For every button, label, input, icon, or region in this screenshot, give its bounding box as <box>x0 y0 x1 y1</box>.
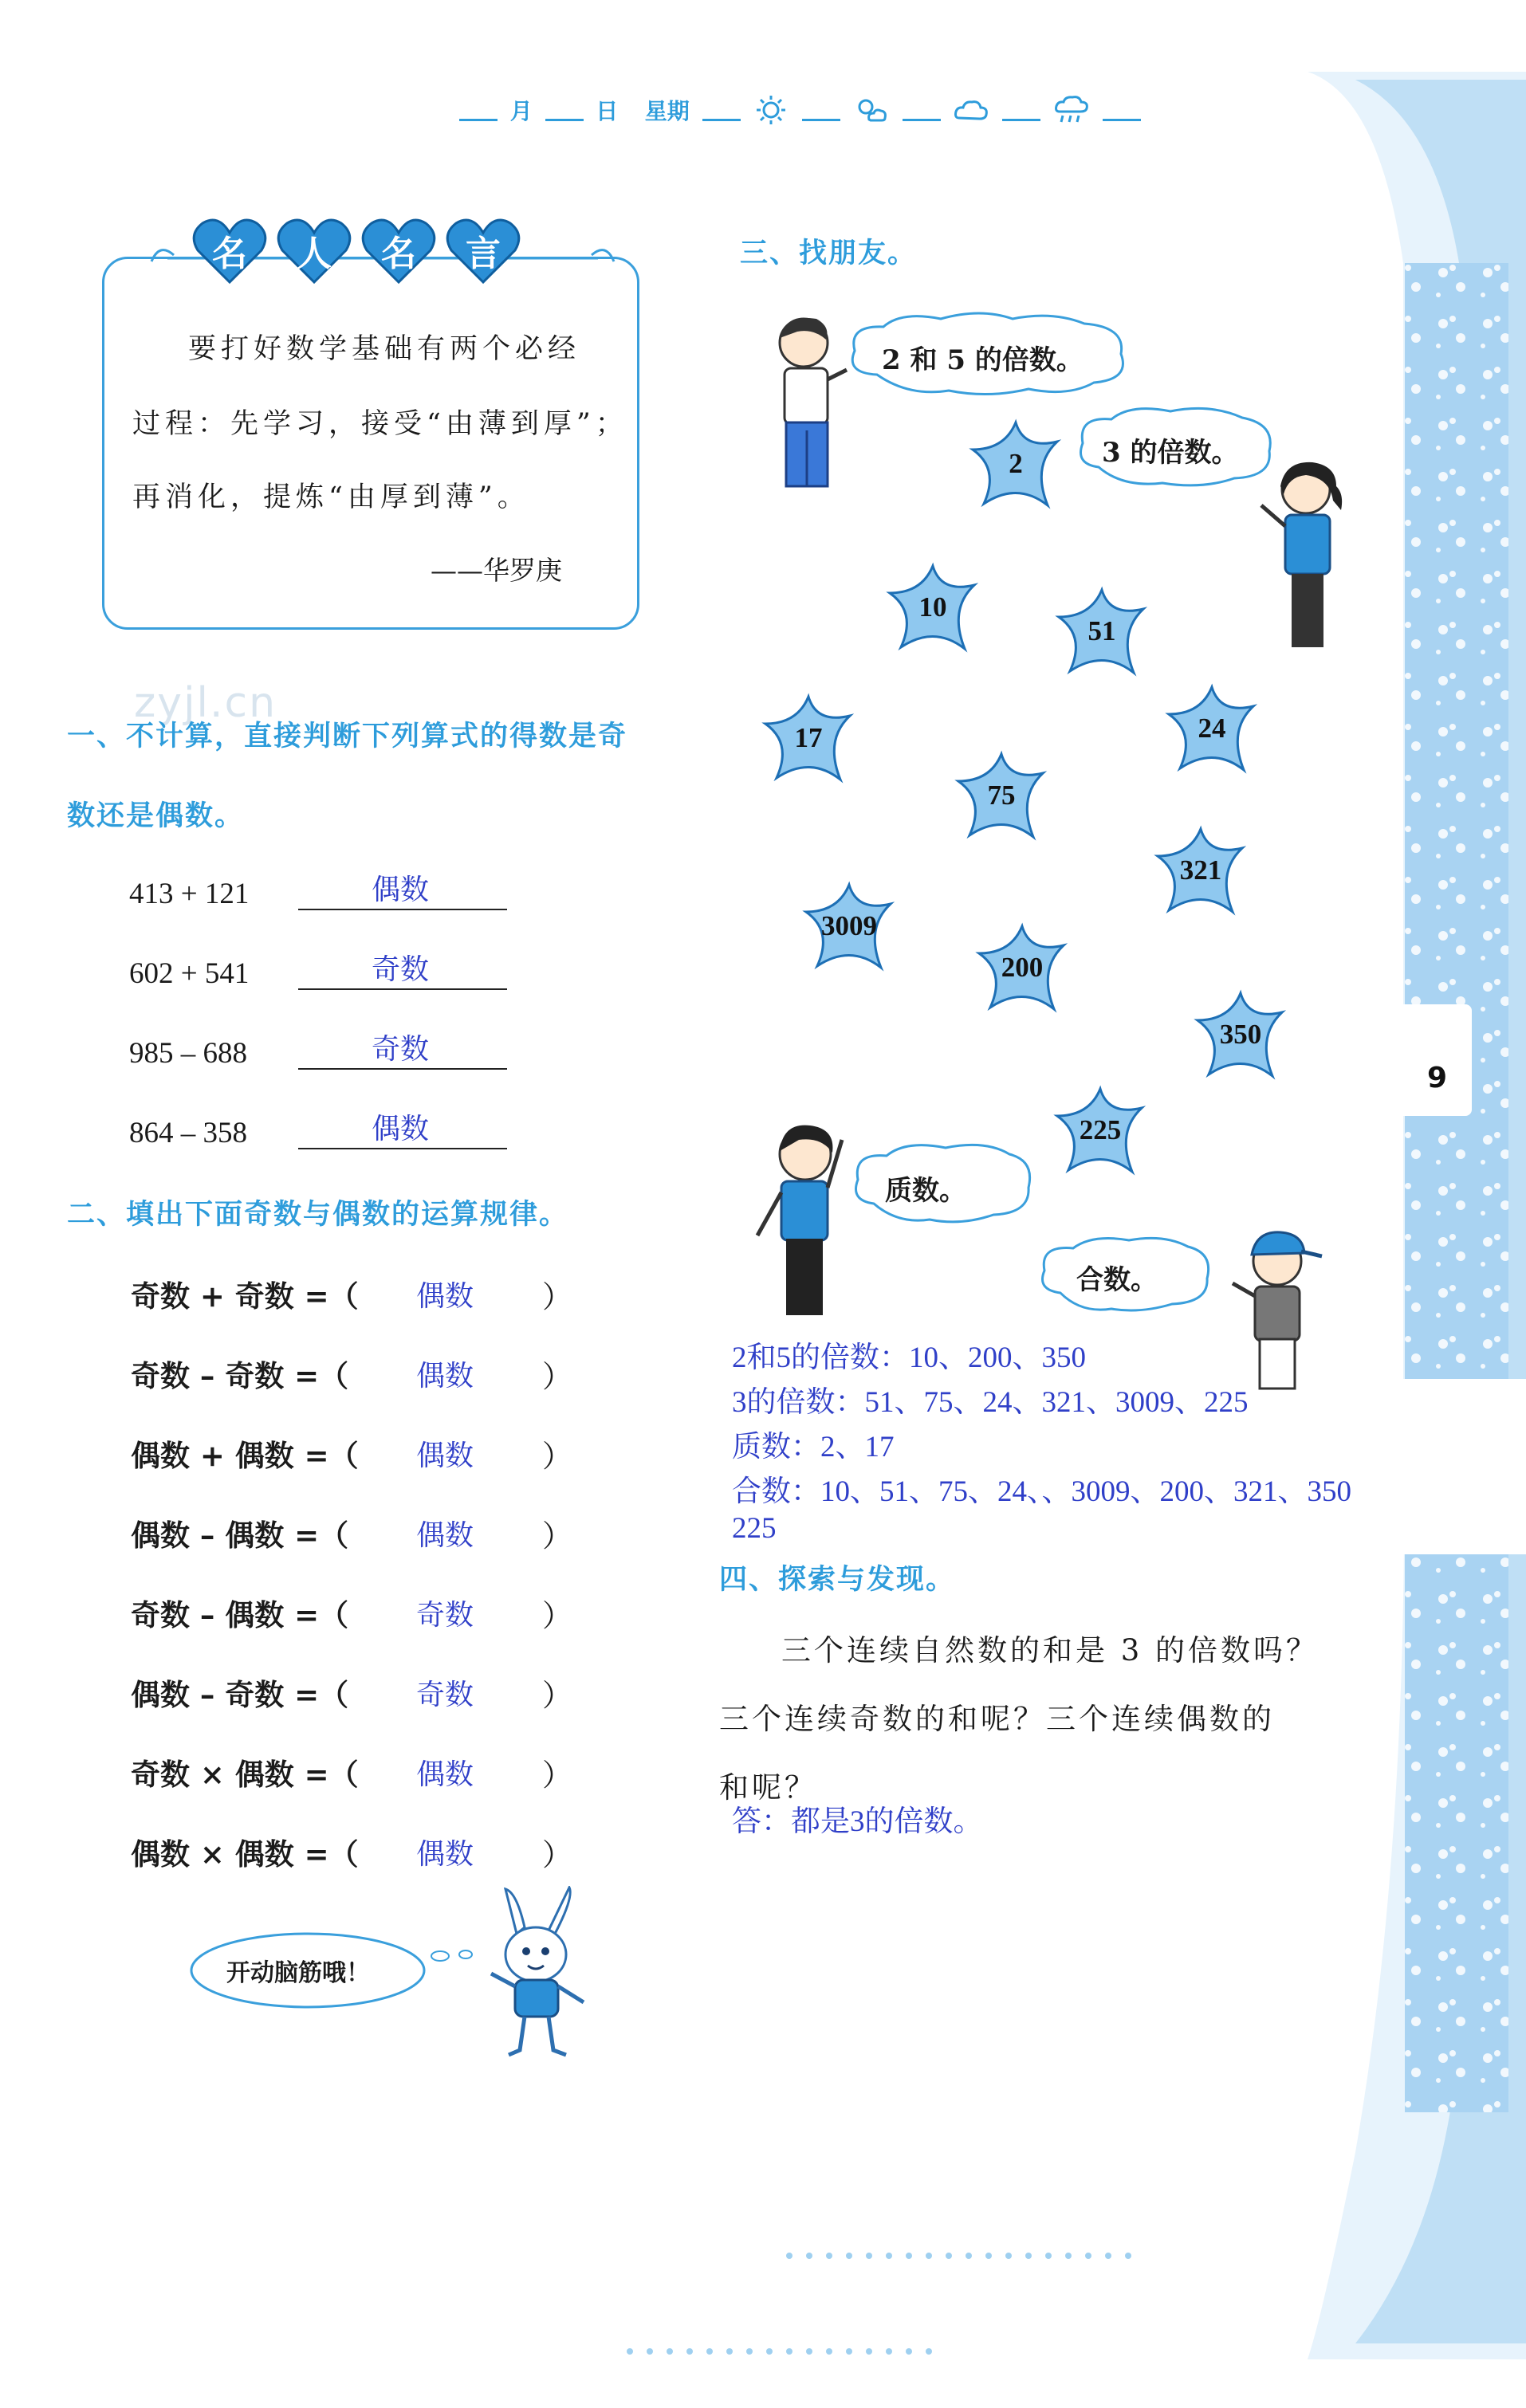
rule-close-paren: ） <box>542 1837 573 1872</box>
month-label: 月 <box>509 98 533 124</box>
handwritten-answer: 奇数 <box>372 953 430 986</box>
rule-close-paren: ） <box>542 1359 573 1394</box>
handwritten-answer: 偶数 <box>372 874 430 906</box>
part1-heading-line1: 一、不计算，直接判断下列算式的得数是奇 <box>67 721 628 752</box>
expression: 413 + 121 <box>129 878 250 910</box>
number-star[interactable] <box>1193 988 1288 1084</box>
bubble-text: 2 和 5 的倍数。 <box>882 344 1084 376</box>
number-star[interactable] <box>1052 1084 1148 1180</box>
rule-close-paren: ） <box>542 1518 573 1554</box>
thought-dots <box>431 1945 478 1964</box>
star-number: 321 <box>1179 854 1222 886</box>
handwritten-answer: 偶数 <box>372 1113 430 1145</box>
part4-answer: 答：都是3的倍数。 <box>732 1805 983 1838</box>
sunny-icon[interactable] <box>753 94 789 126</box>
number-star[interactable] <box>1164 682 1260 778</box>
handwritten-answer: 偶数 <box>416 1758 474 1791</box>
answer-multiples-2-5: 2和5的倍数：10、200、350 <box>732 1341 1086 1374</box>
number-star[interactable] <box>885 561 981 657</box>
part3-heading: 三、找朋友。 <box>740 238 918 269</box>
rule-close-paren: ） <box>542 1598 573 1633</box>
handwritten-answer: 偶数 <box>416 1838 474 1871</box>
boy-cap-figure-icon <box>1225 1220 1328 1395</box>
answer-composites-continued: 225 <box>732 1512 777 1545</box>
star-number: 10 <box>918 591 947 623</box>
weekday-label: 星期 <box>644 98 690 124</box>
number-star[interactable] <box>761 692 856 788</box>
quote-title-heart <box>191 217 268 285</box>
bubble-text: 合数。 <box>1076 1264 1158 1296</box>
rule-close-paren: ） <box>542 1279 573 1314</box>
boy-pointing-figure-icon <box>749 1116 853 1323</box>
number-star[interactable] <box>974 921 1070 1017</box>
rule-close-paren: ） <box>542 1678 573 1713</box>
weather-blank-2[interactable] <box>903 100 941 121</box>
number-star[interactable] <box>1153 824 1249 920</box>
bubble-multiple-3 <box>1075 403 1279 491</box>
bubble-text: 3 的倍数。 <box>1102 437 1239 469</box>
quote-title-heart <box>276 217 352 285</box>
quote-line: 要打好数学基础有两个必经 <box>188 333 581 365</box>
watermark: zyjl.cn <box>134 679 277 727</box>
handwritten-answer: 奇数 <box>416 1599 474 1632</box>
bubble-composite <box>1036 1234 1212 1314</box>
quote-title-heart <box>360 217 437 285</box>
part4-heading: 四、探索与发现。 <box>719 1564 956 1596</box>
mascot-speech-bubble <box>188 1929 435 2012</box>
answer-composites: 合数：10、51、75、24、、3009、200、321、350 <box>732 1475 1351 1508</box>
part4-question-line: 三个连续奇数的和呢？三个连续偶数的 <box>719 1702 1275 1736</box>
rule-left: 偶数 + 偶数 =（ <box>131 1438 359 1473</box>
cloudy-icon[interactable] <box>953 94 989 126</box>
answer-primes: 质数：2、17 <box>732 1431 895 1463</box>
star-number: 75 <box>987 780 1016 811</box>
rule-left: 奇数 – 奇数 =（ <box>131 1358 349 1393</box>
rule-left: 偶数 × 偶数 =（ <box>131 1836 359 1872</box>
quote-title-char: 名 <box>212 234 247 274</box>
rule-left: 奇数 × 偶数 =（ <box>131 1757 359 1792</box>
date-weather-header <box>454 94 1146 129</box>
handwritten-answer: 奇数 <box>416 1679 474 1711</box>
boy-figure-icon <box>765 311 853 502</box>
page-number: 9 <box>1427 1062 1448 1094</box>
day-blank[interactable] <box>545 100 584 121</box>
star-number: 51 <box>1087 615 1116 646</box>
quote-title-char: 名 <box>381 234 416 274</box>
star-number: 2 <box>1009 448 1023 479</box>
star-number: 24 <box>1198 713 1226 744</box>
rule-close-paren: ） <box>542 1758 573 1793</box>
number-star[interactable] <box>1054 585 1150 681</box>
weather-blank-4[interactable] <box>1103 100 1141 121</box>
star-number: 350 <box>1219 1019 1262 1050</box>
month-blank[interactable] <box>459 100 498 121</box>
star-number: 17 <box>794 722 823 753</box>
weather-blank-3[interactable] <box>1002 100 1040 121</box>
rule-left: 奇数 – 偶数 =（ <box>131 1597 349 1632</box>
part2-heading: 二、填出下面奇数与偶数的运算规律。 <box>67 1199 569 1231</box>
number-star[interactable] <box>954 749 1049 845</box>
quote-title-heart <box>445 217 521 285</box>
weekday-blank[interactable] <box>702 100 741 121</box>
expression: 985 – 688 <box>129 1037 247 1070</box>
rule-close-paren: ） <box>542 1439 573 1474</box>
handwritten-answer: 偶数 <box>416 1519 474 1552</box>
expression: 602 + 541 <box>129 957 250 990</box>
expression: 864 – 358 <box>129 1117 247 1149</box>
part4-question-line: 和呢？ <box>719 1770 817 1805</box>
mascot-bubble-text: 开动脑筋哦！ <box>226 1959 370 1987</box>
handwritten-answer: 奇数 <box>372 1033 430 1066</box>
rainy-icon[interactable] <box>1053 94 1090 126</box>
bubble-prime <box>850 1140 1033 1228</box>
partly-sunny-icon[interactable] <box>853 94 890 126</box>
rule-left: 偶数 – 偶数 =（ <box>131 1518 349 1553</box>
handwritten-answer: 偶数 <box>416 1440 474 1472</box>
quote-line: 过程：先学习，接受“由薄到厚”； <box>132 408 628 440</box>
rabbit-mascot-icon <box>475 1886 595 2061</box>
weather-blank-1[interactable] <box>802 100 840 121</box>
bubble-multiple-2-5 <box>845 311 1132 399</box>
bubble-text: 质数。 <box>885 1175 966 1207</box>
day-label: 日 <box>596 98 619 124</box>
part1-heading-line2: 数还是偶数。 <box>67 800 245 832</box>
answer-multiples-3: 3的倍数：51、75、24、321、3009、225 <box>732 1386 1249 1419</box>
part4-question-line: 三个连续自然数的和是 3 的倍数吗？ <box>781 1633 1320 1668</box>
star-number: 3009 <box>821 910 877 941</box>
quote-author: ——华罗庚 <box>431 555 562 586</box>
number-star[interactable] <box>789 880 909 976</box>
quote-line: 再消化，提炼“由厚到薄”。 <box>132 481 530 513</box>
quote-title-char: 言 <box>466 234 501 274</box>
handwritten-answer: 偶数 <box>416 1360 474 1393</box>
star-number: 225 <box>1079 1114 1122 1145</box>
handwritten-answer: 偶数 <box>416 1280 474 1313</box>
rule-left: 偶数 – 奇数 =（ <box>131 1677 349 1712</box>
rule-left: 奇数 + 奇数 =（ <box>131 1279 359 1314</box>
quote-title <box>183 217 550 289</box>
star-number: 200 <box>1001 952 1044 983</box>
quote-title-char: 人 <box>297 234 332 274</box>
number-star[interactable] <box>968 418 1064 513</box>
